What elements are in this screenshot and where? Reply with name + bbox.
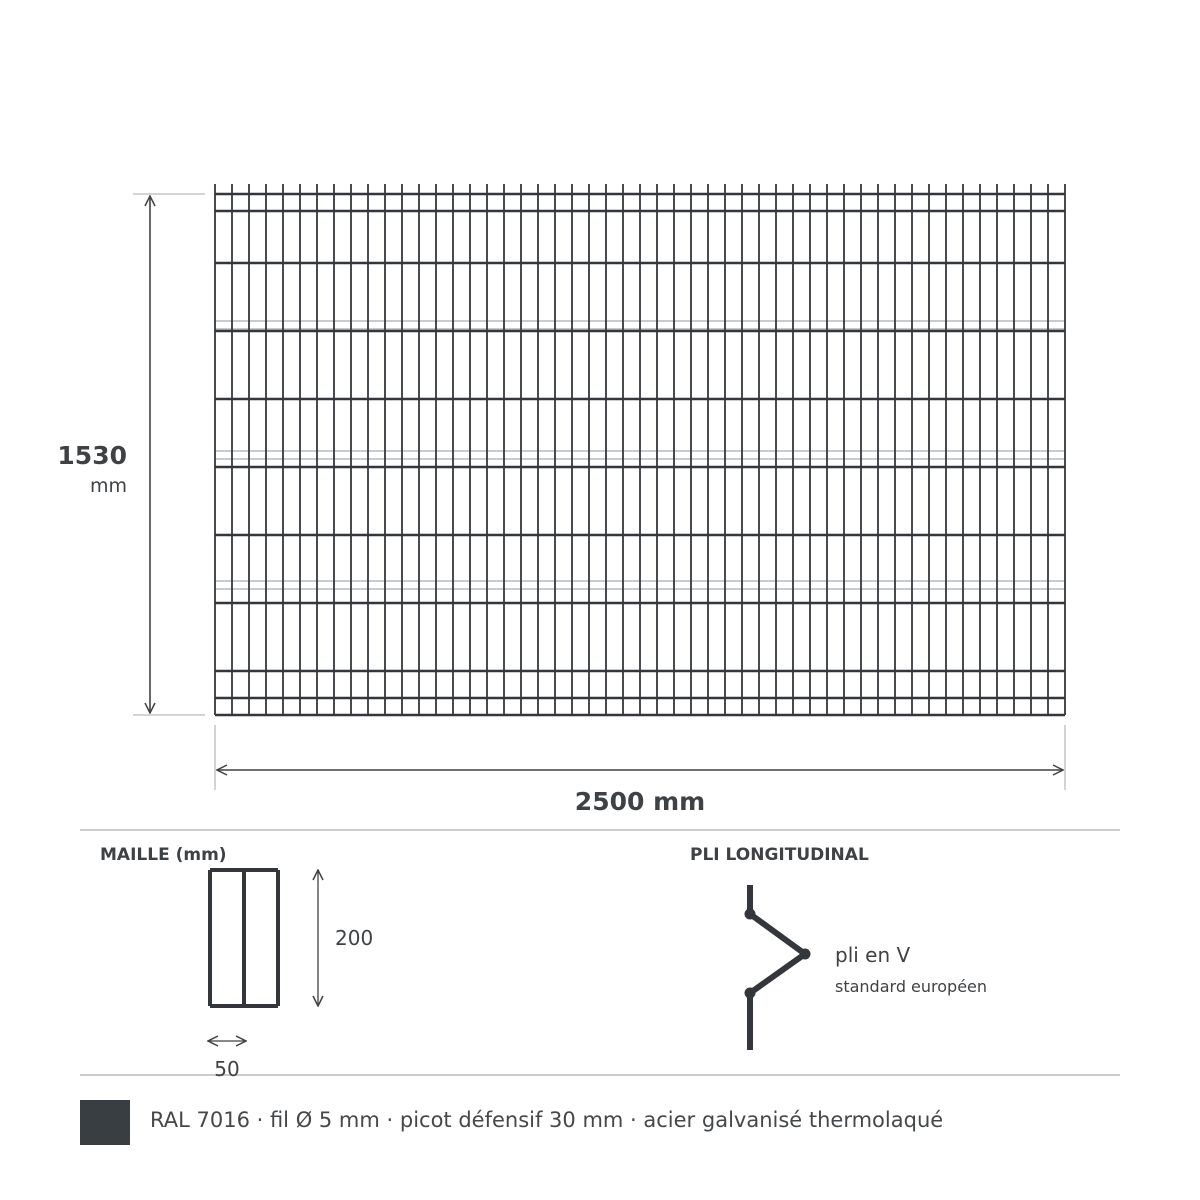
mesh-width-label: 50 — [214, 1057, 240, 1081]
height-unit: mm — [89, 475, 127, 497]
fold-detail — [690, 845, 987, 1050]
mesh-cell — [210, 870, 278, 1006]
fence-panel — [215, 184, 1065, 715]
height-value: 1530 — [57, 441, 127, 470]
mesh-title: MAILLE (mm) — [100, 845, 227, 865]
fold-point-top — [745, 909, 756, 920]
mesh-detail — [100, 845, 373, 1081]
mesh-height-label: 200 — [335, 926, 374, 950]
fold-title: PLI LONGITUDINAL — [690, 845, 869, 865]
fold-sublabel: standard européen — [835, 977, 988, 996]
ral-7016-color-swatch — [80, 1100, 130, 1145]
height-dimension — [57, 194, 205, 715]
spec-text: RAL 7016 · fil Ø 5 mm · picot défensif 30 mm · acier galvanisé thermolaqué — [150, 1108, 944, 1132]
width-dimension — [215, 725, 1065, 816]
fold-label: pli en V — [835, 943, 911, 967]
width-label: 2500 mm — [574, 787, 706, 816]
v-fold-profile — [750, 885, 805, 1050]
fold-point-apex — [800, 949, 811, 960]
fold-point-bottom — [745, 988, 756, 999]
